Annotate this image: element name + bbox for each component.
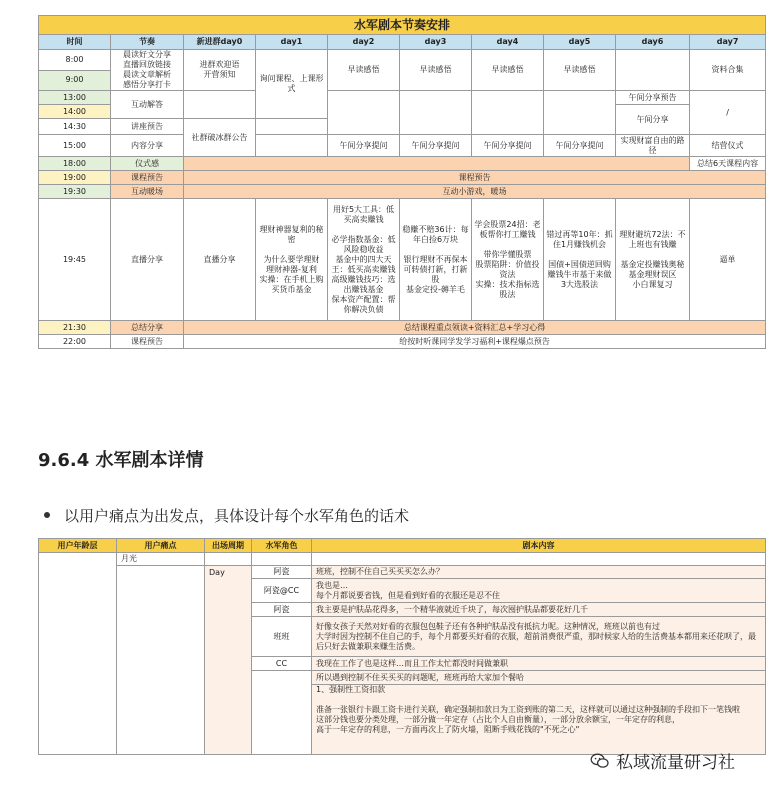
time-cell: 15:00 [39,135,111,157]
col-header: day7 [690,35,766,50]
day3-cell: 午间分享提问 [400,135,472,157]
day2-cell: 用好5大工具：低买高卖赚钱 必学指数基金：低风险稳收益 基金中的四大天王：低买高卖赚钱 高级赚钱技巧：选出赚钱基金 保本资产配置：帮你解决负债 [328,199,400,321]
day6-cell [616,50,690,91]
rhythm-cell: 课程预告 [111,171,184,185]
day4-cell: 学会股票24招：老板帮你打工赚钱 带你学懂股票 股票陷阱：价值投资法 实操：技术指标选股法 [472,199,544,321]
col-header: day6 [616,35,690,50]
col-header: 剧本内容 [312,539,766,553]
col-header: 节奏 [111,35,184,50]
day6-cell: 午间分享预告 [616,91,690,105]
col-header: 新进群day0 [184,35,256,50]
time-cell: 21:30 [39,321,111,335]
content-cell: 我主要是护肤品花得多，一个精华液就近千块了，每次囤护肤品都要花好几千 [312,603,766,617]
rhythm-cell: 晨读好文分享 直播回放链接 晨读文章解析 感悟分享打卡 [111,50,184,91]
schedule-header-row [39,35,766,50]
content-cell: 所以遇到控制不住买买买的问题呢，班班再给大家加个餐哈 [312,671,766,685]
period-cell [205,553,252,566]
time-cell: 14:30 [39,119,111,135]
day3-cell [400,91,472,135]
bullet-dot-icon [44,512,50,518]
content-cell: 我也是… 每个月都说要省钱，但是看到好看的衣服还是忍不住 [312,579,766,603]
role-cell: 班班 [252,617,312,657]
day6-cell: 午间分享 [616,105,690,135]
role-cell: 阿瓷 [252,603,312,617]
col-header: 出场周期 [205,539,252,553]
day7-cell: 结营仪式 [690,135,766,157]
span-cell: 总结课程重点领读+资料汇总+学习心得 [184,321,766,335]
day0-cell: 进群欢迎语 开营须知 [184,50,256,91]
day4-cell: 午间分享提问 [472,135,544,157]
day4-cell: 早读感悟 [472,50,544,91]
day2-cell: 午间分享提问 [328,135,400,157]
section-title: 9.6.4 水军剧本详情 [38,450,204,471]
rhythm-cell: 互动暖场 [111,185,184,199]
bullet-text: 以用户痛点为出发点，具体设计每个水军角色的话术 [64,507,410,525]
time-cell: 13:00 [39,91,111,105]
col-header: 用户年龄层 [39,539,117,553]
day7-cell: 总结6天课程内容 [690,157,766,171]
rhythm-cell: 互动解答 [111,91,184,119]
time-cell: 19:45 [39,199,111,321]
span-cell: 课程预告 [184,171,766,185]
time-cell: 14:00 [39,105,111,119]
day3-cell: 稳赚不赔36计：每年白捡6万块 银行理财不再保本 可转债打新，打新股 基金定投-薅羊毛 [400,199,472,321]
day3-cell: 早读感悟 [400,50,472,91]
time-cell: 8:00 [39,50,111,71]
detail-header-row [39,539,766,553]
time-cell: 22:00 [39,335,111,349]
role-cell: CC [252,657,312,671]
watermark [590,748,735,773]
rhythm-cell: 讲座预告 [111,119,184,135]
pain-point-cell: 月光 [117,553,205,566]
role-cell [252,553,312,566]
schedule-title: 水军剧本节奏安排 [39,16,766,35]
schedule-table [38,15,766,349]
day1-cell: 询问课程、上课形式 [256,50,328,119]
rhythm-cell: 直播分享 [111,199,184,321]
col-header: day3 [400,35,472,50]
ceremony-span-cell [184,157,690,171]
content-cell: 班班，控制不住自己买买买怎么办？ [312,566,766,579]
content-cell [312,553,766,566]
col-header: day4 [472,35,544,50]
role-cell: 阿瓷@CC [252,579,312,603]
day0-cell: 直播分享 [184,199,256,321]
content-cell: 我现在工作了也是这样…而且工作太忙都没时间做兼职 [312,657,766,671]
span-cell: 互动小游戏，暖场 [184,185,766,199]
day1-cell: 理财神器复利的秘密 为什么要学理财 理财神器-复利 实操：在手机上购买货币基金 [256,199,328,321]
script-detail-table [38,538,766,755]
rhythm-cell: 总结分享 [111,321,184,335]
period-cell: Day [205,566,252,755]
time-cell: 9:00 [39,70,111,91]
col-header: day2 [328,35,400,50]
day5-cell [544,91,616,135]
col-header: 水军角色 [252,539,312,553]
day7-cell: / [690,91,766,135]
col-header: day1 [256,35,328,50]
col-header: 用户痛点 [117,539,205,553]
day5-cell: 错过再等10年：抓住1月赚钱机会 国债+国债逆回购 赚钱牛市基于来做 3大选股法 [544,199,616,321]
time-cell: 19:00 [39,171,111,185]
day7-cell: 资料合集 [690,50,766,91]
col-header: day5 [544,35,616,50]
role-cell [252,671,312,755]
content-cell: 好像女孩子天然对好看的衣服包包鞋子还有各种护肤品没有抵抗力呢。这种情况，班班以前也有过 大学时因为控制不住自己的手，每个月都要买好看的衣服，超前消费很严重，那时候家人给的生活费基本都用来还花呗了，最后只好去做兼职来赚生活费。 [312,617,766,657]
watermark-text: 私域流量研习社 [616,753,735,773]
day7-cell: 逼单 [690,199,766,321]
rhythm-cell: 内容分享 [111,135,184,157]
span-cell: 给按时听课同学发学习福利+课程爆点预告 [184,335,766,349]
day5-cell: 午间分享提问 [544,135,616,157]
day0-cell: 社群破冰群公告 [184,119,256,157]
time-cell: 19:30 [39,185,111,199]
day6-cell: 理财避坑72法：不上班也有钱赚 基金定投赚钱奥秘 基金理财误区 小白课复习 [616,199,690,321]
rhythm-cell: 仪式感 [111,157,184,171]
day0-cell [184,91,256,119]
role-cell: 阿瓷 [252,566,312,579]
day5-cell: 早读感悟 [544,50,616,91]
rhythm-cell: 课程预告 [111,335,184,349]
day2-cell: 早读感悟 [328,50,400,91]
col-header: 时间 [39,35,111,50]
time-cell: 18:00 [39,157,111,171]
wechat-icon [590,753,610,769]
day6-cell: 实现财富自由的路径 [616,135,690,157]
day1-cell [256,135,328,157]
content-cell: 1、强制性工资扣款 准备一张银行卡跟工资卡进行关联，确定强制扣款日为工资到账的第二天，这样就可以通过这种强制的手段扣下一笔钱啦 这部分钱也要分类处理，一部分做一年定存（占比个人自由衡量），一部分放余额宝，一年定存的利息， 高于一年定存的利息，一方面再次上了防火墙，阻断手贱花钱的"不死之心" [312,685,766,755]
day4-cell [472,91,544,135]
age-cell [39,553,117,755]
bullet-item [44,505,409,526]
day2-cell [328,91,400,135]
pain-point-cell [117,566,205,755]
